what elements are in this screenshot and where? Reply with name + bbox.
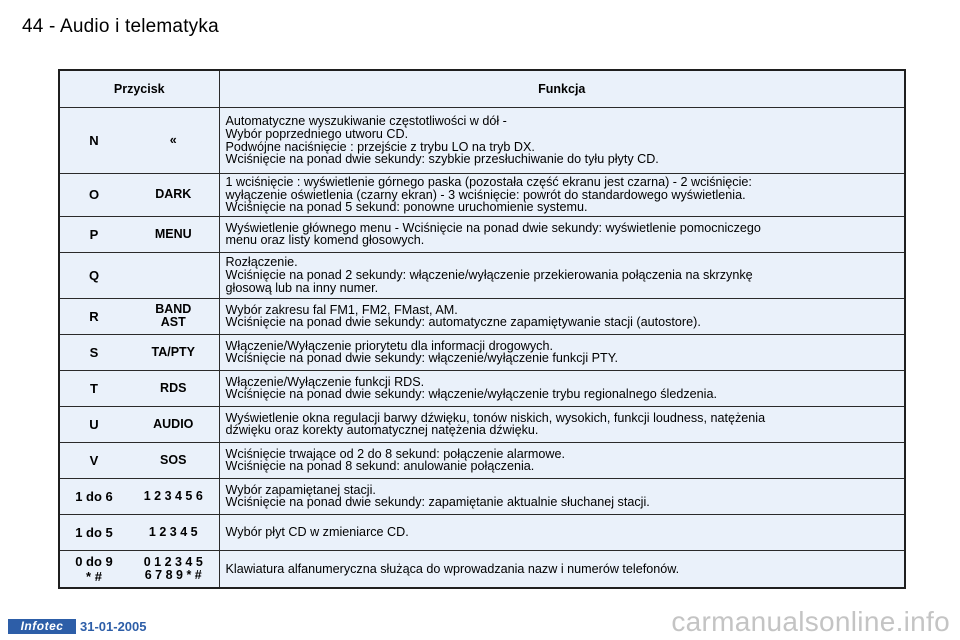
table-row [59, 550, 905, 588]
description-line: Wciśnięcie na ponad 2 sekundy: włączenie/wyłączenie przekierowania połączenia na skrzynkę [225, 267, 753, 282]
button-label [128, 442, 219, 478]
description-line: Wyświetlenie okna regulacji barwy dźwięku, tonów niskich, wysokich, funkcji loudness, natężenia [225, 410, 766, 425]
button-key [59, 252, 128, 298]
description-line: Włączenie/Wyłączenie funkcji RDS. [225, 374, 425, 389]
button-key-text: S [89, 344, 99, 360]
description-line: głosową lub na inny numer. [225, 280, 379, 295]
button-key-text: P [89, 226, 99, 242]
description-line: Wciśnięcie na ponad dwie sekundy: włączenie/wyłączenie trybu regionalnego śledzenia. [225, 387, 717, 402]
description-line: wyłączenie oświetlenia (czarny ekran) - 3 wciśnięcie: powrót do standardowego wyświetlenia. [225, 187, 746, 202]
description-line: menu oraz listy komend głosowych. [225, 233, 425, 248]
description-line: Wciśnięcie trwające od 2 do 8 sekund: połączenie alarmowe. [225, 446, 566, 461]
table-row [59, 174, 905, 217]
description-line: Wciśnięcie na ponad dwie sekundy: szybkie przesłuchiwanie do tyłu płyty CD. [225, 152, 659, 167]
button-key [59, 514, 128, 550]
function-description [219, 298, 905, 334]
function-description [219, 478, 905, 514]
button-key [59, 478, 128, 514]
button-label [128, 108, 219, 174]
button-key-text: V [89, 452, 99, 468]
page-number: 44 [22, 16, 44, 37]
button-key-text: U [89, 416, 99, 432]
description-line: Wybór zapamiętanej stacji. [225, 482, 376, 497]
description-line: Wciśnięcie na ponad dwie sekundy: automatyczne zapamiętywanie stacji (autostore). [225, 315, 701, 330]
description-line: dźwięku oraz korekty automatycznej natężenia dźwięku. [225, 423, 539, 438]
button-label [128, 334, 219, 370]
table-body [59, 108, 905, 589]
button-function-table [58, 69, 906, 589]
description-line: Wciśnięcie na ponad 5 sekund: ponowne uruchomienie systemu. [225, 200, 588, 215]
button-key-text: O [88, 187, 100, 203]
button-label [128, 174, 219, 217]
table-row [59, 406, 905, 442]
description-line: Wciśnięcie na ponad dwie sekundy: włączenie/wyłączenie funkcji PTY. [225, 351, 618, 366]
column-header-function: Funkcja [219, 70, 905, 108]
description-line: Klawiatura alfanumeryczna służąca do wprowadzania nazw i numerów telefonów. [225, 561, 680, 576]
button-label-text: « [169, 133, 177, 147]
button-label-text: BAND [155, 302, 192, 317]
button-label-text: SOS [160, 452, 187, 467]
function-description [219, 514, 905, 550]
description-line: Wciśnięcie na ponad 8 sekund: anulowanie połączenia. [225, 459, 535, 474]
header-separator: - [49, 16, 56, 37]
function-description [219, 550, 905, 588]
button-key-text: * # [86, 569, 102, 585]
table-header-row [59, 70, 905, 108]
column-header-button: Przycisk [59, 70, 219, 108]
page-header [22, 16, 219, 38]
button-key-text: 1 do 6 [75, 488, 113, 504]
function-description [219, 334, 905, 370]
button-label-text: RDS [160, 380, 187, 395]
function-description [219, 370, 905, 406]
button-label-text: TA/PTY [151, 344, 196, 359]
table-row [59, 442, 905, 478]
watermark: carmanualsonline.info [671, 606, 950, 637]
button-key-text: T [90, 380, 98, 396]
table-row [59, 334, 905, 370]
button-label [128, 550, 219, 588]
button-label [128, 514, 219, 550]
description-line: Rozłączenie. [225, 255, 298, 270]
table-row [59, 514, 905, 550]
table-row [59, 252, 905, 298]
description-line: Wybór płyt CD w zmieniarce CD. [225, 524, 409, 539]
button-key [59, 370, 128, 406]
description-line: Wybór poprzedniego utworu CD. [225, 126, 409, 141]
button-label [128, 216, 219, 252]
function-description [219, 442, 905, 478]
button-label-text: AUDIO [153, 416, 194, 431]
table-row [59, 108, 905, 174]
button-key [59, 334, 128, 370]
button-label [128, 298, 219, 334]
button-label-text: 1 2 3 4 5 [148, 524, 198, 539]
table-row [59, 216, 905, 252]
button-label-text: MENU [154, 226, 192, 241]
description-line: Wybór zakresu fal FM1, FM2, FMast, AM. [225, 302, 458, 317]
button-key [59, 442, 128, 478]
button-label [128, 478, 219, 514]
table-row [59, 370, 905, 406]
button-label [128, 406, 219, 442]
button-label [128, 252, 219, 298]
description-line: 1 wciśnięcie : wyświetlenie górnego paska (pozostała część ekranu jest czarna) - 2 wciśnięcie: [225, 175, 752, 189]
function-description [219, 406, 905, 442]
button-label-text: DARK [155, 187, 192, 202]
function-description [219, 174, 905, 217]
button-key-text: 0 do 9 [75, 554, 113, 570]
button-key-text: Q [88, 267, 100, 283]
button-key [59, 174, 128, 217]
infotec-logo: Infotec [8, 619, 76, 634]
button-key [59, 406, 128, 442]
button-key-text: 1 do 5 [75, 524, 113, 540]
button-key [59, 550, 128, 588]
button-key-text: R [89, 308, 99, 324]
description-line: Automatyczne wyszukiwanie częstotliwości w dół - [225, 114, 507, 129]
description-line: Podwójne naciśnięcie : przejście z trybu LO na tryb DX. [225, 139, 535, 154]
button-key [59, 108, 128, 174]
function-description [219, 252, 905, 298]
button-label-text: 1 2 3 4 5 6 [143, 488, 203, 503]
description-line: Włączenie/Wyłączenie priorytetu dla informacji drogowych. [225, 338, 553, 353]
footer-date: 31-01-2005 [80, 619, 147, 634]
description-line: Wyświetlenie głównego menu - Wciśnięcie na ponad dwie sekundy: wyświetlenie pomocniczego [225, 220, 761, 235]
button-label-text: AST [160, 315, 186, 330]
table-row [59, 298, 905, 334]
function-description [219, 108, 905, 174]
description-line: Wciśnięcie na ponad dwie sekundy: zapamiętanie aktualnie słuchanej stacji. [225, 495, 650, 510]
function-description [219, 216, 905, 252]
button-label-text: 0 1 2 3 4 5 [143, 555, 203, 570]
button-key-text: N [89, 133, 99, 148]
button-key [59, 216, 128, 252]
button-key [59, 298, 128, 334]
button-label-text: 6 7 8 9 * # [144, 568, 202, 583]
table-row [59, 478, 905, 514]
button-label [128, 370, 219, 406]
chapter-title: Audio i telematyka [60, 16, 219, 37]
